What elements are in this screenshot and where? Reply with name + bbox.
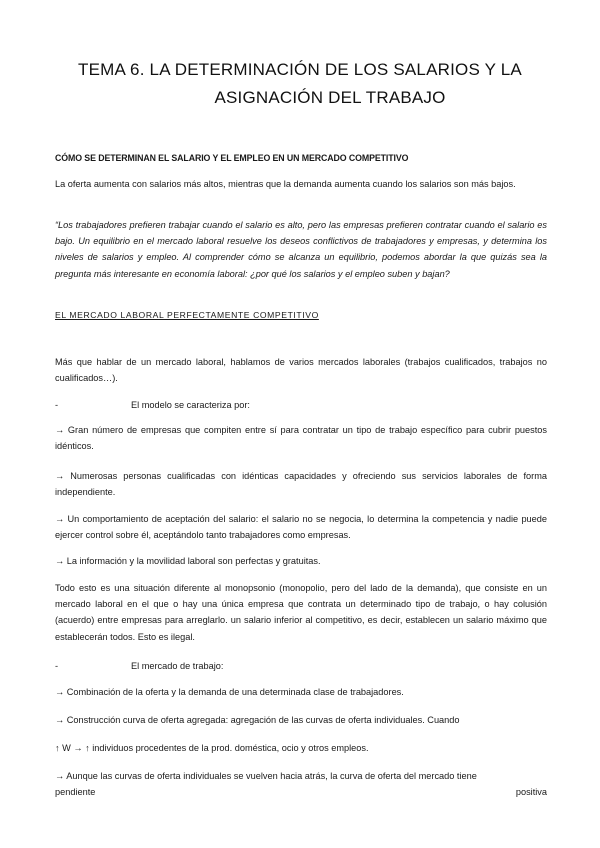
bullet-slope-right: positiva: [515, 787, 547, 797]
bullet-slope-left: pendiente: [55, 787, 96, 797]
list-label-labor-market: El mercado de trabajo:: [131, 661, 224, 671]
paragraph-several-markets: Más que hablar de un mercado laboral, hablamos de varios mercados laborales (trabajos cualificados, trabajos no cualificados…).: [55, 357, 547, 384]
list-label-model: El modelo se caracteriza por:: [131, 400, 250, 410]
document-title-line-1: TEMA 6. LA DETERMINACIÓN DE LOS SALARIOS Y LA: [78, 60, 522, 79]
bullet-information: → La información y la movilidad laboral son perfectas y gratuitas.: [55, 556, 321, 566]
list-dash: -: [55, 400, 59, 410]
document-title-line-2: ASIGNACIÓN DEL TRABAJO: [214, 88, 446, 107]
list-dash: -: [55, 661, 59, 671]
section-heading-competitive-market: CÓMO SE DETERMINAN EL SALARIO Y EL EMPLEO EN UN MERCADO COMPETITIVO: [55, 153, 409, 163]
quote-paragraph: “Los trabajadores prefieren trabajar cuando el salario es alto, pero las empresas prefieren contratar cuando el salario es bajo. Un equilibrio en el mercado laboral resuelve los deseos conflictivos de trabajadores y empresas, y determina los niveles de salarios y empleo. Al comprender cómo se alcanza un equilibrio, podemos abordar la que quizás sea la pregunta más interesante en economía laboral: ¿por qué los salarios y el empleo suben y bajan?: [55, 220, 547, 279]
paragraph-monopsony: Todo esto es una situación diferente al monopsonio (monopolio, pero del lado de la demanda), que consiste en un mercado laboral en el que o hay una única empresa que contrata un determinado tipo de trabajo, o hay colusión (acuerdo) entre empresas para arreglarlo. un salario inferior al competitivo, es decir, establecen un salario máximo que establecerán todos. Esto es ilegal.: [55, 583, 547, 642]
bullet-aggregate-supply: → Construcción curva de oferta agregada: agregación de las curvas de oferta individuales. Cuando: [55, 715, 460, 725]
bullet-many-workers: → Numerosas personas cualificadas con idénticas capacidades y ofreciendo sus servicios laborales de forma independiente.: [55, 471, 547, 498]
bullet-combination: → Combinación de la oferta y la demanda de una determinada clase de trabajadores.: [55, 687, 404, 697]
bullet-wage-taking: → Un comportamiento de aceptación del salario: el salario no se negocia, lo determina la competencia y nadie puede ejercer control sobre él, aceptándolo tanto trabajadores como empresas.: [55, 514, 547, 541]
paragraph-supply-demand: La oferta aumenta con salarios más altos, mientras que la demanda aumenta cuando los salarios son más bajos.: [55, 179, 516, 189]
section-heading-perfect-market: EL MERCADO LABORAL PERFECTAMENTE COMPETITIVO: [55, 310, 319, 320]
bullet-many-firms: → Gran número de empresas que compiten entre sí para contratar un tipo de trabajo específico para cubrir puestos idénticos.: [55, 425, 547, 452]
bullet-wage-increase: ↑ W → ↑ individuos procedentes de la prod. doméstica, ocio y otros empleos.: [55, 743, 369, 753]
bullet-backward-bending: → Aunque las curvas de oferta individuales se vuelven hacia atrás, la curva de oferta del mercado tiene: [55, 771, 477, 781]
